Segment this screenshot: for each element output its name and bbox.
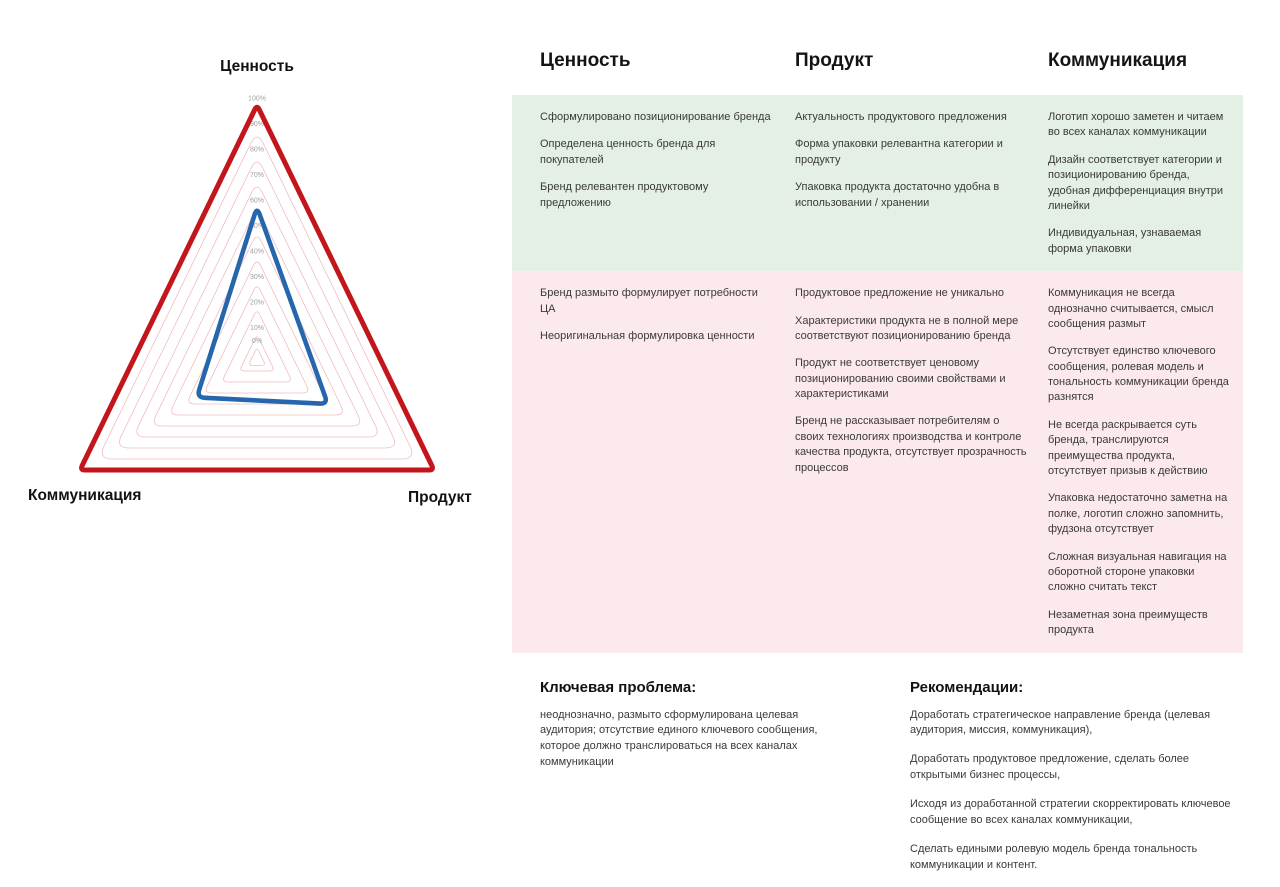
weaknesses-band bbox=[512, 271, 1243, 652]
strengths-list-communication bbox=[1048, 110, 1235, 269]
strength-item: Актуальность продуктового предложения bbox=[795, 111, 1007, 123]
radar-tick-label: 0% bbox=[251, 337, 263, 345]
radar-axis-label-communication: Коммуникация bbox=[28, 487, 142, 504]
radar-tick-label: 60% bbox=[249, 197, 265, 205]
radar-grid bbox=[102, 137, 412, 459]
key-problem-text: неоднозначно, размыто сформулирована целевая аудитория; отсутствие единого ключевого сообщения, которое должно транслироваться на всех каналах коммуникации bbox=[540, 708, 818, 769]
audit-panel bbox=[512, 50, 1243, 887]
recommendations-list bbox=[910, 708, 1243, 875]
weakness-item: Упаковка недостаточно заметна на полке, логотип сложно запомнить, фудзона отсутствует bbox=[1048, 492, 1228, 536]
weakness-item: Отсутствует единство ключевого сообщения, ролевая модель и тональность коммуникации бренда разнятся bbox=[1048, 345, 1229, 404]
strength-item: Сформулировано позиционирование бренда bbox=[540, 111, 771, 123]
radar-tick-label: 40% bbox=[249, 248, 265, 256]
weakness-item: Продуктовое предложение не уникально bbox=[795, 287, 1005, 300]
strength-item: Упаковка продукта достаточно удобна в использовании / хранении bbox=[795, 181, 1000, 209]
strength-item: Дизайн соответствует категории и позиционированию бренда, удобная дифференциация внутри линейки bbox=[1048, 153, 1224, 212]
radar-tick-label: 30% bbox=[249, 274, 265, 281]
weaknesses-list-product bbox=[795, 286, 1048, 650]
strength-item: Индивидуальная, узнаваемая форма упаковки bbox=[1048, 227, 1202, 255]
recommendation-item: Сделать едиными ролевую модель бренда тональность коммуникации и контент. bbox=[910, 843, 1198, 872]
radar-tick-label: 70% bbox=[249, 172, 265, 179]
column-headers-row bbox=[512, 50, 1243, 72]
radar-tick-label: 50% bbox=[249, 223, 265, 230]
key-problem-section bbox=[540, 679, 910, 887]
radar-series-brand-current bbox=[199, 211, 326, 404]
strength-item: Форма упаковки релевантна категории и продукту bbox=[795, 138, 1003, 166]
column-header-value: Ценность bbox=[540, 50, 631, 71]
recommendations-section bbox=[910, 679, 1243, 887]
recommendation-item: Доработать стратегическое направление бренда (целевая аудитория, миссия, коммуникация), bbox=[910, 708, 1211, 737]
radar-tick-label: 20% bbox=[249, 299, 265, 307]
strength-item: Бренд релевантен продуктовому предложению bbox=[540, 181, 709, 209]
radar-series-benchmark-100 bbox=[82, 107, 433, 470]
radar-tick-label: 90% bbox=[249, 121, 265, 128]
radar-tick-label: 100% bbox=[248, 95, 266, 103]
weakness-item: Неоригинальная формулировка ценности bbox=[540, 329, 755, 342]
weakness-item: Незаметная зона преимуществ продукта bbox=[1048, 608, 1208, 637]
key-problem-title: Ключевая проблема: bbox=[540, 678, 697, 696]
weakness-item: Бренд не рассказывает потребителям о своих технологиях производства и контроле качества продукта, отсутствует прозрачность процессов bbox=[795, 415, 1027, 474]
strength-item: Определена ценность бренда для покупателей bbox=[540, 138, 716, 166]
weaknesses-list-value bbox=[540, 286, 795, 650]
strengths-band bbox=[512, 95, 1243, 271]
radar-chart-area bbox=[0, 0, 500, 620]
strength-item: Логотип хорошо заметен и читаем во всех каналах коммуникации bbox=[1048, 111, 1224, 139]
radar-chart bbox=[0, 0, 500, 620]
weakness-item: Характеристики продукта не в полной мере соответствуют позиционированию бренда bbox=[795, 314, 1019, 342]
weakness-item: Коммуникация не всегда однозначно считывается, смысл сообщения размыт bbox=[1048, 287, 1214, 330]
recommendation-item: Доработать продуктовое предложение, сделать более открытыми бизнес процессы, bbox=[910, 753, 1190, 782]
recommendation-item: Исходя из доработанной стратегии скорректировать ключевое сообщение во всех каналах коммуникации, bbox=[910, 798, 1231, 827]
radar-axis-label-product: Продукт bbox=[408, 489, 472, 506]
weakness-item: Сложная визуальная навигация на оборотной стороне упаковки сложно считать текст bbox=[1048, 550, 1227, 594]
recommendations-title: Рекомендации: bbox=[910, 678, 1024, 696]
radar-tick-label: 80% bbox=[249, 146, 265, 154]
weakness-item: Бренд размыто формулирует потребности ЦА bbox=[540, 287, 758, 315]
weakness-item: Не всегда раскрывается суть бренда, транслируются преимущества продукта, отсутствует призыв к действию bbox=[1048, 418, 1208, 478]
summary-row bbox=[512, 679, 1243, 887]
strengths-list-product bbox=[795, 110, 1048, 269]
column-header-communication: Коммуникация bbox=[1048, 50, 1188, 71]
weakness-item: Продукт не соответствует ценовому позиционированию своими свойствами и характеристиками bbox=[795, 357, 1006, 401]
weaknesses-list-communication bbox=[1048, 286, 1235, 650]
radar-tick-label: 10% bbox=[249, 325, 265, 332]
column-header-product: Продукт bbox=[795, 50, 874, 71]
strengths-list-value bbox=[540, 110, 795, 269]
radar-axis-label-value: Ценность bbox=[220, 58, 294, 75]
